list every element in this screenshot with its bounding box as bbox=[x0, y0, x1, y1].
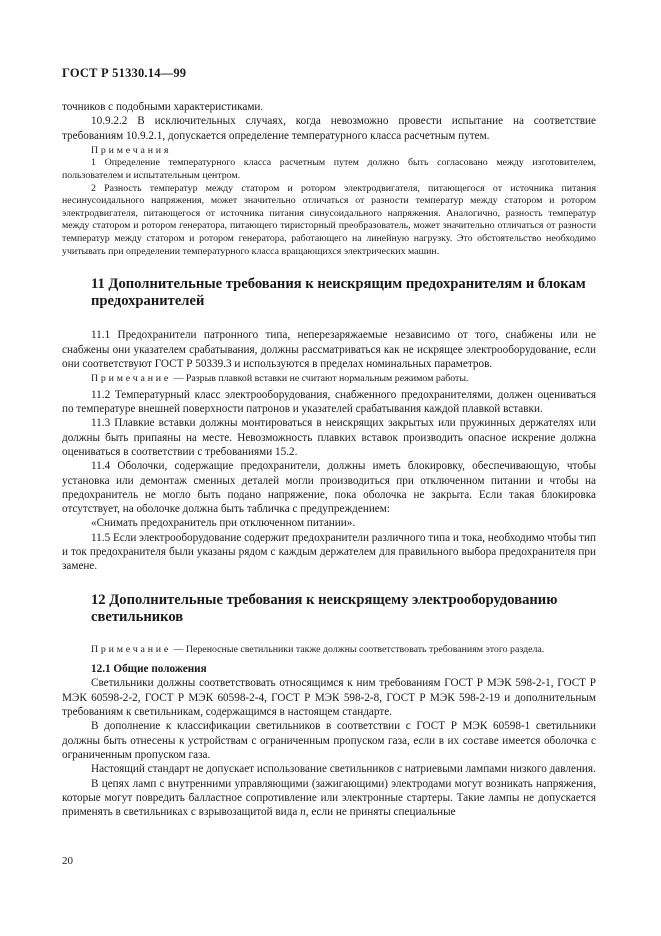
notes-label: Примечания bbox=[91, 144, 172, 156]
page-number: 20 bbox=[62, 855, 73, 867]
paragraph: 11.2 Температурный класс электрооборудования, снабженного предохранителями, должен оцениваться по температуре внешней поверхности патронов и указателей срабатывания каждой плавкой вставки. bbox=[62, 388, 596, 416]
inline-note bbox=[62, 373, 596, 386]
inline-note bbox=[62, 644, 596, 657]
paragraph: 11.3 Плавкие вставки должны монтироваться в неискрящих закрытых или пружинных держателях или должны быть припаяны на месте. Невозможность плавких вставок производить опасное искрение должна оцениваться в соответствии с требованиями 15.2. bbox=[62, 417, 596, 458]
note-label: Примечание bbox=[91, 373, 172, 385]
paragraph bbox=[62, 777, 596, 820]
paragraph: Светильники должны соответствовать относящимся к ним требованиям ГОСТ Р МЭК 598-2-1, ГОСТ Р МЭК 60598-2-2, ГОСТ Р МЭК 60598-2-4, ГОСТ Р МЭК 598-2-8, ГОСТ Р МЭК 598-2-19 и дополнительным требованиям к светильникам, содержащимся в настоящем стандарте. bbox=[62, 677, 596, 719]
section-heading: 11 Дополнительные требования к неискрящим предохранителям и блокам предохранителей bbox=[91, 276, 586, 310]
paragraph: точников с подобными характеристиками. bbox=[62, 101, 264, 113]
paragraph: 11.5 Если электрооборудование содержит предохранители различного типа и тока, необходимо чтобы тип и ток предохранителя были указаны рядом с каждым держателем для правильного выбора предохранителя при замене. bbox=[62, 531, 597, 573]
paragraph-italic: n bbox=[300, 806, 306, 819]
note-paragraph: 2 Разность температур между статором и ротором электродвигателя, питающегося от источника питания несинусоидального напряжения, может значительно отличаться от разности температур между статором и ротором электродвигателя, питающегося от источника питания синусоидального напряжения. Аналогично, разность температур между статором и ротором генератора, питающего тиристорный преобразователь, может значительно отличаться от разности температур между статором и ротором генератора, работающего на линейную нагрузку. Это обстоятельство необходимо учитывать при определении температурного класса вращающихся электрических машин. bbox=[62, 182, 596, 257]
document-body bbox=[62, 100, 596, 819]
paragraph: 11.4 Оболочки, содержащие предохранители, должны иметь блокировку, обеспечивающую, чтобы установка или демонтаж сменных деталей могли производиться при отключенном питании и чтобы на предохранитель не могло быть подано напряжение, пока оболочка не закрыта. Если такая блокировка отсутствует, на оболочке должна быть табличка с предупреждением: bbox=[62, 460, 596, 516]
paragraph: Настоящий стандарт не допускает использование светильников с натриевыми лампами низкого давления. bbox=[91, 763, 596, 776]
paragraph: В дополнение к классификации светильников в соответствии с ГОСТ Р МЭК 60598-1 светильники должны быть отнесены к устройствам с ограниченным пропуском газа, если в их составе имеется оболочка с ограниченным пропуском газа. bbox=[62, 720, 596, 761]
paragraph: 10.9.2.2 В исключительных случаях, когда невозможно провести испытание на соответствие требованиям 10.9.2.1, допускается определение температурного класса расчетным путем. bbox=[62, 115, 596, 142]
paragraph: «Снимать предохранитель при отключенном питании». bbox=[91, 517, 356, 530]
paragraph: 11.1 Предохранители патронного типа, неперезаряжаемые независимо от того, снабжены или не снабжены они указателем срабатывания, должны рассматриваться как не искрящее электрооборудование, если они соответствуют ГОСТ Р 50339.3 и используются в пределах номинальных параметров. bbox=[62, 329, 596, 370]
document-header-id: ГОСТ Р 51330.14—99 bbox=[62, 66, 187, 80]
paragraph-after: , если не приняты специальные bbox=[305, 806, 456, 819]
note-label: Примечание bbox=[91, 643, 172, 655]
section-heading: 12 Дополнительные требования к неискрящему электрооборудованию светильников bbox=[91, 591, 558, 625]
subsection-heading: 12.1 Общие положения bbox=[91, 663, 207, 676]
paragraph-before: В цепях ламп с внутренними управляющими (зажигающими) электродами могут возникать напряжения, которые могут повредить балластное сопротивление или электронные стартеры. Такие лампы не допускается применять в светильниках с взрывозащитой вида bbox=[62, 777, 596, 819]
note-text: — Разрыв плавкой вставки не считают нормальным режимом работы. bbox=[171, 373, 469, 385]
note-paragraph: 1 Определение температурного класса расчетным путем должно быть согласовано между изготовителем, пользователем и испытательным центром. bbox=[62, 157, 596, 182]
note-text: — Переносные светильники также должны соответствовать требованиям этого раздела. bbox=[171, 643, 545, 655]
